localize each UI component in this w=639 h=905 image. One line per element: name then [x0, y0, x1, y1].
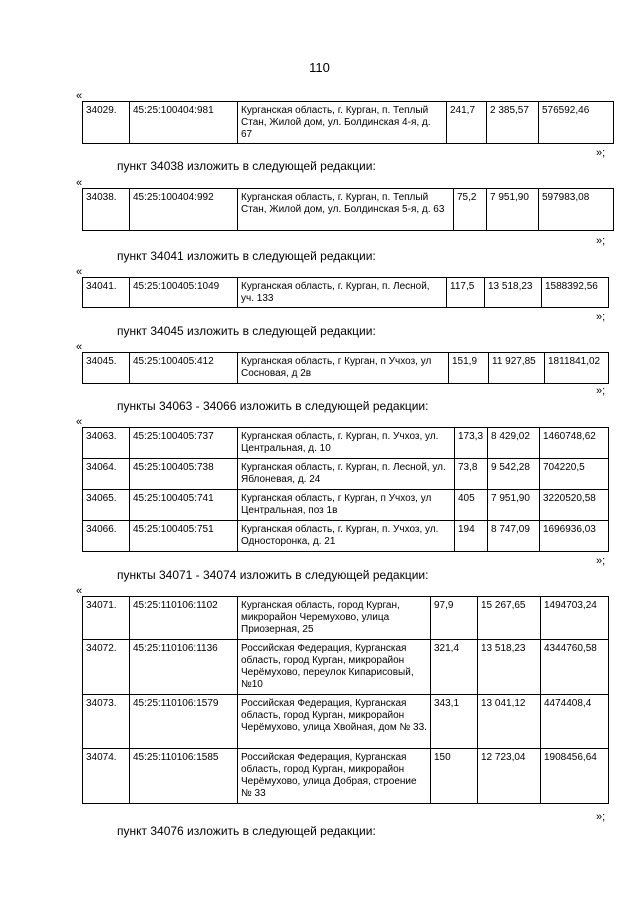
open-quote: « — [76, 266, 83, 278]
amendment-text: пункты 34063 - 34066 изложить в следующей редакции: — [117, 399, 429, 413]
area: 194 — [455, 521, 488, 552]
cadastral-number: 45:25:100405:412 — [130, 353, 238, 384]
row-number: 34064. — [83, 459, 130, 490]
row-number: 34038. — [83, 189, 130, 231]
table-row — [83, 278, 609, 308]
amendment-text: пункт 34038 изложить в следующей редакции: — [117, 159, 376, 173]
area: 150 — [431, 749, 478, 804]
table-row — [83, 521, 609, 552]
row-number: 34063. — [83, 428, 130, 459]
address: Курганская область, г. Курган, п. Лесной, ул. Яблоневая, д. 24 — [238, 459, 455, 490]
unit-price: 11 927,85 — [489, 353, 545, 384]
area: 73,8 — [455, 459, 488, 490]
close-quote: »; — [596, 235, 606, 247]
area: 97,9 — [431, 597, 478, 640]
unit-price: 12 723,04 — [478, 749, 541, 804]
row-number: 34045. — [83, 353, 130, 384]
register-table — [82, 596, 609, 804]
amendment-text: пункт 34041 изложить в следующей редакции: — [117, 249, 376, 263]
register-table — [82, 427, 609, 552]
amendment-text: пункты 34071 - 34074 изложить в следующей редакции: — [117, 568, 429, 582]
cadastral-value: 4344760,58 — [541, 640, 609, 695]
cadastral-value: 3220520,58 — [540, 490, 609, 521]
cadastral-value: 1811841,02 — [545, 353, 609, 384]
area: 321,4 — [431, 640, 478, 695]
address: Курганская область, г Курган, п Учхоз, ул Центральная, поз 1в — [238, 490, 455, 521]
cadastral-value: 1460748,62 — [540, 428, 609, 459]
cadastral-number: 45:25:100405:738 — [130, 459, 238, 490]
unit-price: 7 951,90 — [488, 490, 540, 521]
area: 405 — [455, 490, 488, 521]
address: Курганская область, г. Курган, п. Учхоз, ул. Центральная, д. 10 — [238, 428, 455, 459]
open-quote: « — [76, 90, 83, 102]
table-row — [83, 695, 609, 749]
row-number: 34073. — [83, 695, 130, 749]
cadastral-value: 704220,5 — [540, 459, 609, 490]
row-number: 34041. — [83, 278, 130, 308]
row-number: 34072. — [83, 640, 130, 695]
cadastral-value: 1588392,56 — [542, 278, 609, 308]
cadastral-value: 597983,08 — [539, 189, 614, 231]
close-quote: »; — [596, 147, 606, 159]
table-row — [83, 640, 609, 695]
address: Курганская область, город Курган, микрорайон Черемухово, улица Приозерная, 25 — [238, 597, 431, 640]
cadastral-number: 45:25:100405:741 — [130, 490, 238, 521]
amendment-text: пункт 34045 изложить в следующей редакции: — [117, 324, 376, 338]
table-row — [83, 428, 609, 459]
row-number: 34074. — [83, 749, 130, 804]
address: Курганская область, г. Курган, п. Теплый Стан, Жилой дом, ул. Болдинская 4-я, д. 67 — [238, 102, 447, 144]
open-quote: « — [76, 177, 83, 189]
cadastral-number: 45:25:100404:981 — [130, 102, 238, 144]
cadastral-value: 4474408,4 — [541, 695, 609, 749]
close-quote: »; — [596, 311, 606, 323]
area: 117,5 — [447, 278, 485, 308]
cadastral-number: 45:25:110106:1585 — [130, 749, 238, 804]
unit-price: 8 747,09 — [488, 521, 540, 552]
table-row — [83, 102, 614, 144]
register-table — [82, 188, 614, 231]
table-row — [83, 459, 609, 490]
register-table — [82, 352, 609, 384]
address: Курганская область, г Курган, п Учхоз, ул Сосновая, д 2в — [238, 353, 449, 384]
row-number: 34066. — [83, 521, 130, 552]
close-quote: »; — [596, 811, 606, 823]
amendment-text: пункт 34076 изложить в следующей редакции: — [117, 824, 376, 838]
cadastral-number: 45:25:110106:1579 — [130, 695, 238, 749]
cadastral-value: 1696936,03 — [540, 521, 609, 552]
unit-price: 9 542,28 — [488, 459, 540, 490]
unit-price: 13 041,12 — [478, 695, 541, 749]
area: 343,1 — [431, 695, 478, 749]
cadastral-value: 1908456,64 — [541, 749, 609, 804]
address: Курганская область, г. Курган, п. Теплый Стан, Жилой дом, ул. Болдинская 5-я, д. 63 — [238, 189, 454, 231]
table-row — [83, 189, 614, 231]
cadastral-number: 45:25:100405:1049 — [130, 278, 238, 308]
address: Российская Федерация, Курганская область, город Курган, микрорайон Черёмухово, улица Хвойная, дом № 33. — [238, 695, 431, 749]
close-quote: »; — [596, 385, 606, 397]
open-quote: « — [76, 585, 83, 597]
page-number: 110 — [309, 60, 330, 75]
cadastral-number: 45:25:110106:1102 — [130, 597, 238, 640]
unit-price: 8 429,02 — [488, 428, 540, 459]
address: Российская Федерация, Курганская область, город Курган, микрорайон Черёмухово, улица Добрая, строение № 33 — [238, 749, 431, 804]
cadastral-value: 1494703,24 — [541, 597, 609, 640]
cadastral-value: 576592,46 — [539, 102, 614, 144]
table-row — [83, 749, 609, 804]
register-table — [82, 277, 609, 308]
unit-price: 13 518,23 — [478, 640, 541, 695]
row-number: 34029. — [83, 102, 130, 144]
cadastral-number: 45:25:100405:737 — [130, 428, 238, 459]
area: 75,2 — [454, 189, 487, 231]
table-row — [83, 490, 609, 521]
table-row — [83, 353, 609, 384]
row-number: 34065. — [83, 490, 130, 521]
open-quote: « — [76, 416, 83, 428]
cadastral-number: 45:25:110106:1136 — [130, 640, 238, 695]
unit-price: 2 385,57 — [487, 102, 539, 144]
address: Курганская область, г. Курган, п. Лесной, уч. 133 — [238, 278, 447, 308]
table-row — [83, 597, 609, 640]
address: Курганская область, г. Курган, п. Учхоз, ул. Односторонка, д. 21 — [238, 521, 455, 552]
unit-price: 13 518,23 — [485, 278, 542, 308]
area: 151,9 — [449, 353, 489, 384]
row-number: 34071. — [83, 597, 130, 640]
open-quote: « — [76, 341, 83, 353]
unit-price: 15 267,65 — [478, 597, 541, 640]
unit-price: 7 951,90 — [487, 189, 539, 231]
cadastral-number: 45:25:100404:992 — [130, 189, 238, 231]
cadastral-number: 45:25:100405:751 — [130, 521, 238, 552]
area: 241,7 — [447, 102, 487, 144]
area: 173,3 — [455, 428, 488, 459]
close-quote: »; — [596, 555, 606, 567]
address: Российская Федерация, Курганская область, город Курган, микрорайон Черёмухово, переулок Кипарисовый, №10 — [238, 640, 431, 695]
register-table — [82, 101, 614, 144]
